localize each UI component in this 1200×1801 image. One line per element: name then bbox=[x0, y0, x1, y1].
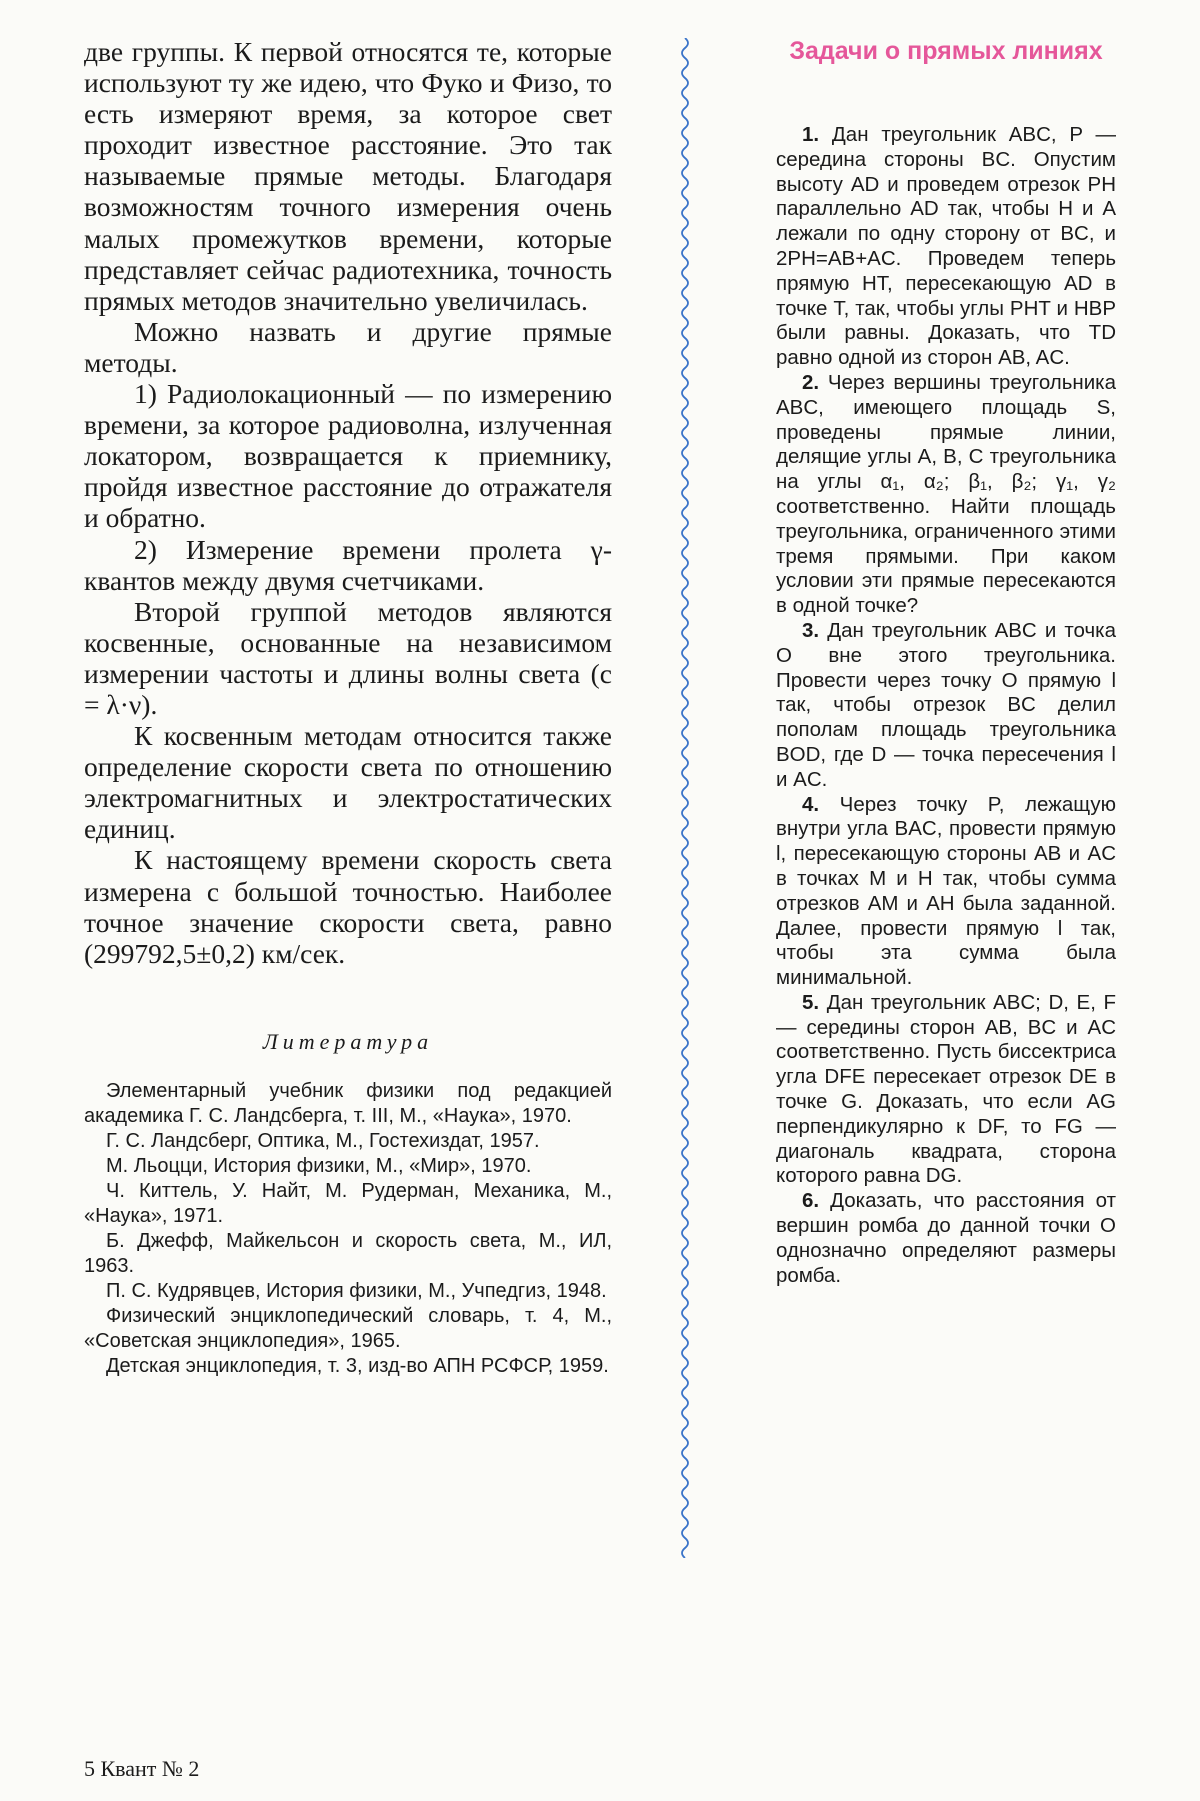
problem-number: 3. bbox=[802, 618, 820, 642]
problem-number: 2. bbox=[802, 370, 820, 394]
left-column bbox=[84, 36, 612, 1379]
body-paragraph: 1) Радиолокационный — по измерению времени, за которое радиоволна, излученная локатором, возвращается к приемнику, пройдя известное расстояние до отражателя и обратно. bbox=[84, 378, 612, 534]
body-paragraph: К настоящему времени скорость света измерена с большой точностью. Наиболее точное значение скорости света, равно (299792,5±0,2) км/сек. bbox=[84, 844, 612, 969]
problem-text: Через точку P, лежащую внутри угла BAC, провести прямую l, пересекающую стороны AB и AC в точках M и H так, чтобы сумма отрезков AM и AH была заданной. Далее, провести прямую l так, чтобы эта сумма была минимальной. bbox=[776, 792, 1117, 990]
problem-text: Доказать, что расстояния от вершин ромба до данной точки O однозначно определяют размеры ромба. bbox=[776, 1189, 1116, 1287]
problem-item bbox=[776, 1189, 1116, 1288]
wavy-column-divider bbox=[678, 38, 692, 1558]
literature-entry: Ч. Киттель, У. Найт, М. Рудерман, Механика, М., «Наука», 1971. bbox=[84, 1179, 612, 1227]
problem-number: 5. bbox=[802, 990, 820, 1014]
problem-item bbox=[776, 619, 1116, 793]
problem-text: Дан треугольник ABC; D, E, F — середины сторон AB, BC и AC соответственно. Пусть биссектриса угла DFE пересекает отрезок DE в точке G. Доказать, что если AG перпендикулярно к DF, то FG — диагональ квадрата, сторона которого равна DG. bbox=[776, 990, 1116, 1188]
literature-entry: Детская энциклопедия, т. 3, изд-во АПН РСФСР, 1959. bbox=[106, 1354, 609, 1377]
problems-title: Задачи о прямых линиях bbox=[789, 37, 1103, 65]
problem-item bbox=[776, 991, 1116, 1189]
problem-text: Дан треугольник ABC и точка O вне этого треугольника. Провести через точку O прямую l так, чтобы отрезок BC делил пополам площадь треугольника BOD, где D — точка пересечения l и AC. bbox=[776, 618, 1116, 791]
body-paragraph: две группы. К первой относятся те, которые используют ту же идею, что Фуко и Физо, то есть измеряют время, за которое свет проходит известное расстояние. Это так называемые прямые методы. Благодаря возможностям точного измерения очень малых промежутков времени, которые представляет сейчас радиотехника, точность прямых методов значительно увеличилась. bbox=[84, 36, 612, 316]
literature-list bbox=[84, 1079, 612, 1379]
literature-entry: Б. Джефф, Майкельсон и скорость света, М., ИЛ, 1963. bbox=[84, 1229, 612, 1277]
literature-entry: Г. С. Ландсберг, Оптика, М., Гостехиздат, 1957. bbox=[106, 1129, 540, 1152]
body-paragraph: Второй группой методов являются косвенные, основанные на независимом измерении частоты и длины волны света (c = λ·ν). bbox=[84, 595, 612, 720]
problem-number: 1. bbox=[802, 123, 820, 146]
problem-number: 6. bbox=[802, 1189, 820, 1213]
body-paragraph: К косвенным методам относится также определение скорости света по отношению электромагнитных и электростатических единиц. bbox=[84, 720, 612, 845]
body-paragraph: Можно назвать и другие прямые методы. bbox=[84, 315, 612, 378]
problem-number: 4. bbox=[802, 792, 820, 816]
right-column bbox=[776, 36, 1116, 1288]
literature-entry: Физический энциклопедический словарь, т. 4, М., «Советская энциклопедия», 1965. bbox=[84, 1304, 612, 1352]
page-footer: 5 Квант № 2 bbox=[84, 1756, 200, 1781]
problems-list bbox=[776, 123, 1116, 1288]
problem-item bbox=[776, 123, 1116, 371]
problem-item bbox=[776, 793, 1116, 991]
literature-entry: М. Льоцци, История физики, М., «Мир», 1970. bbox=[106, 1154, 532, 1177]
literature-heading: Литература bbox=[262, 1028, 434, 1054]
literature-entry: П. С. Кудрявцев, История физики, М., Учпедгиз, 1948. bbox=[106, 1279, 607, 1302]
problem-item bbox=[776, 371, 1116, 619]
problem-text: Через вершины треугольника ABC, имеющего площадь S, проведены прямые линии, делящие углы A, B, C треугольника на углы α₁, α₂; β₁, β₂; γ₁, γ₂ соответственно. Найти площадь треугольника, ограниченного этими тремя прямыми. При каком условии эти прямые пересекаются в одной точке? bbox=[776, 370, 1116, 618]
problem-text: Дан треугольник ABC, P — середина стороны BC. Опустим высоту AD и проведем отрезок PH параллельно AD так, чтобы H и A лежали по одну сторону от BC, и 2PH=AB+AC. Проведем теперь прямую HT, пересекающую AD в точке T, так, чтобы углы PHT и HBP были равны. Доказать, что TD равно одной из сторон AB, AC. bbox=[776, 123, 1116, 370]
literature-entry: Элементарный учебник физики под редакцией академика Г. С. Ландсберга, т. III, М., «Наука», 1970. bbox=[84, 1079, 612, 1127]
body-paragraph: 2) Измерение времени пролета γ-квантов между двумя счетчиками. bbox=[84, 533, 612, 596]
